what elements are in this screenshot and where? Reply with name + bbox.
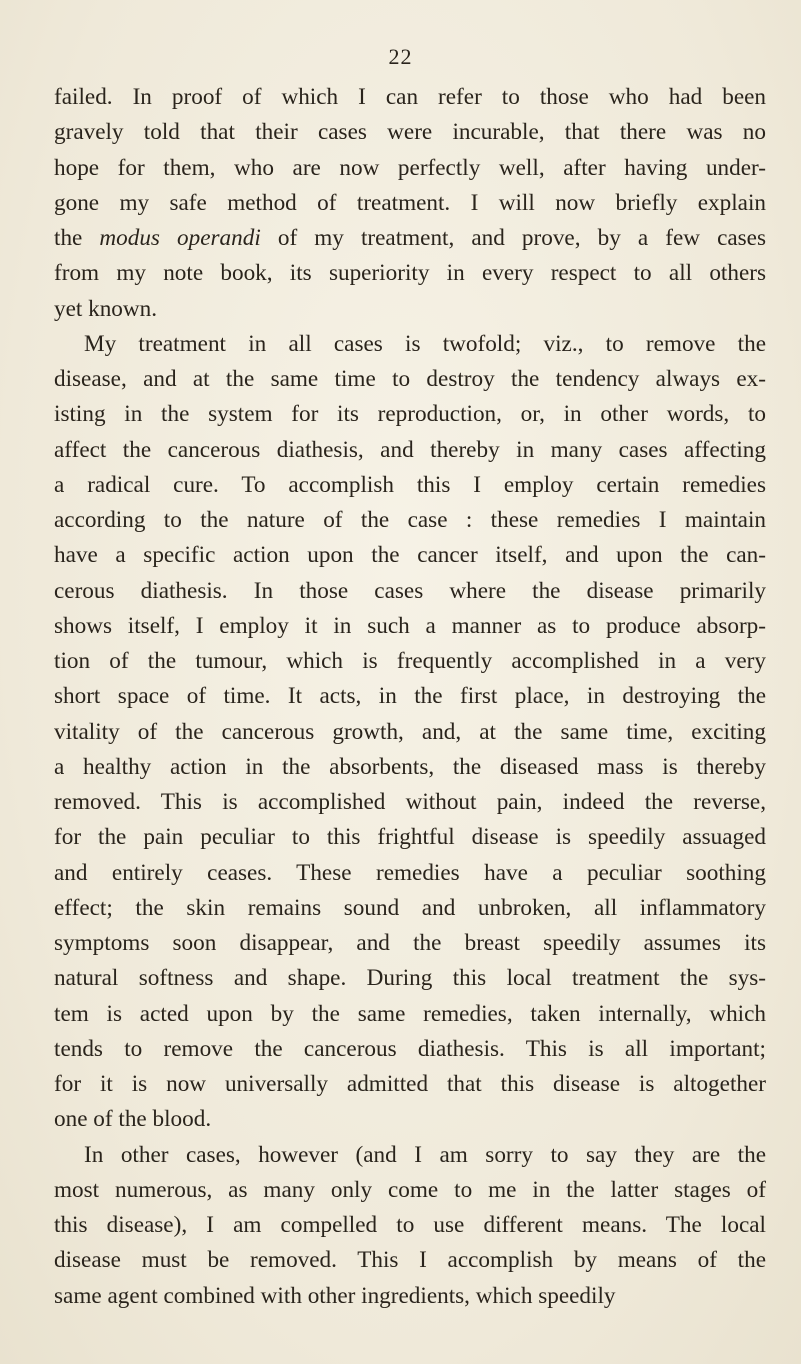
text-line — [54, 820, 766, 855]
text-run: for the pain peculiar to this frightful disease is speedily assuaged — [54, 824, 766, 851]
paragraph — [54, 327, 766, 1138]
text-run: one of the blood. — [54, 1106, 212, 1133]
text-line — [54, 1279, 766, 1314]
text-run: of my treatment, and prove, by a few cases — [260, 225, 766, 251]
text-line — [54, 856, 766, 891]
text-run: tends to remove the cancerous diathesis. This is all important; — [54, 1035, 766, 1062]
text-line — [54, 926, 766, 961]
text-line — [54, 151, 766, 186]
text-line — [54, 115, 766, 150]
text-line — [54, 186, 766, 221]
text-line — [54, 292, 766, 327]
text-line — [54, 397, 766, 432]
text-line — [54, 1173, 766, 1208]
text-line — [54, 1243, 766, 1278]
text-run: My treatment in all cases is twofold; viz., to remove the — [84, 330, 766, 357]
text-line — [54, 891, 766, 926]
text-run: same agent combined with other ingredients, which speedily — [54, 1282, 616, 1309]
text-line — [54, 327, 766, 362]
text-line — [54, 503, 766, 538]
text-line — [54, 1067, 766, 1102]
text-line — [54, 1138, 766, 1173]
text-run: the — [54, 225, 100, 251]
text-run: for it is now universally admitted that this disease is altogether — [54, 1071, 766, 1097]
text-line — [54, 362, 766, 397]
text-run: tem is acted upon by the same remedies, taken internally, which — [54, 1000, 766, 1027]
text-run: and entirely ceases. These remedies have a peculiar soothing — [54, 859, 766, 886]
paragraph — [54, 1138, 766, 1314]
text-run: effect; the skin remains sound and unbroken, all inflammatory — [54, 894, 766, 921]
paragraph — [54, 80, 766, 327]
text-run: cerous diathesis. In those cases where the disease primarily — [54, 577, 766, 604]
text-line — [54, 256, 766, 291]
text-run: yet known. — [54, 295, 158, 322]
text-run: disease must be removed. This I accomplish by means of the — [54, 1247, 766, 1274]
text-run: shows itself, I employ it in such a manner as to produce absorp- — [54, 612, 766, 639]
text-run: have a specific action upon the cancer itself, and upon the can- — [54, 542, 766, 569]
text-line — [54, 750, 766, 785]
text-line — [54, 80, 766, 115]
text-line — [54, 1102, 766, 1137]
text-line — [54, 679, 766, 714]
text-run: a radical cure. To accomplish this I employ certain remedies — [54, 471, 766, 498]
text-line — [54, 609, 766, 644]
text-run: most numerous, as many only come to me in the latter stages of — [54, 1176, 766, 1203]
text-run: natural softness and shape. During this local treatment the sys- — [54, 965, 766, 992]
text-run: vitality of the cancerous growth, and, at the same time, exciting — [54, 718, 766, 745]
text-line — [54, 538, 766, 573]
text-run: according to the nature of the case : these remedies I maintain — [54, 507, 766, 533]
text-run: removed. This is accomplished without pain, indeed the reverse, — [54, 789, 766, 815]
text-run: failed. In proof of which I can refer to those who had been — [54, 84, 766, 110]
text-line — [54, 1208, 766, 1243]
page-number: 22 — [388, 44, 413, 69]
text-line — [54, 433, 766, 468]
text-line — [54, 1032, 766, 1067]
text-line — [54, 221, 766, 256]
text-run: from my note book, its superiority in every respect to all others — [54, 260, 766, 287]
text-run: short space of time. It acts, in the first place, in destroying the — [54, 683, 766, 710]
text-run: hope for them, who are now perfectly well, after having under- — [54, 154, 766, 181]
text-run: isting in the system for its reproduction, or, in other words, to — [54, 401, 766, 428]
text-line — [54, 644, 766, 679]
text-line — [54, 961, 766, 996]
italic-phrase: modus operandi — [99, 225, 261, 251]
text-run: In other cases, however (and I am sorry to say they are the — [84, 1141, 766, 1168]
text-run: this disease), I am compelled to use different means. The local — [54, 1212, 766, 1238]
text-run: tion of the tumour, which is frequently accomplished in a very — [54, 648, 766, 674]
text-line — [54, 468, 766, 503]
text-line — [54, 785, 766, 820]
text-line — [54, 715, 766, 750]
text-run: a healthy action in the absorbents, the diseased mass is thereby — [54, 753, 766, 780]
text-line — [54, 574, 766, 609]
text-run: disease, and at the same time to destroy the tendency always ex- — [54, 366, 766, 392]
body-text — [54, 80, 766, 1314]
text-run: gone my safe method of treatment. I will now briefly explain — [54, 189, 766, 216]
text-line — [54, 997, 766, 1032]
text-run: gravely told that their cases were incurable, that there was no — [54, 119, 766, 146]
text-run: symptoms soon disappear, and the breast speedily assumes its — [54, 930, 766, 956]
text-run: affect the cancerous diathesis, and thereby in many cases affecting — [54, 436, 766, 463]
